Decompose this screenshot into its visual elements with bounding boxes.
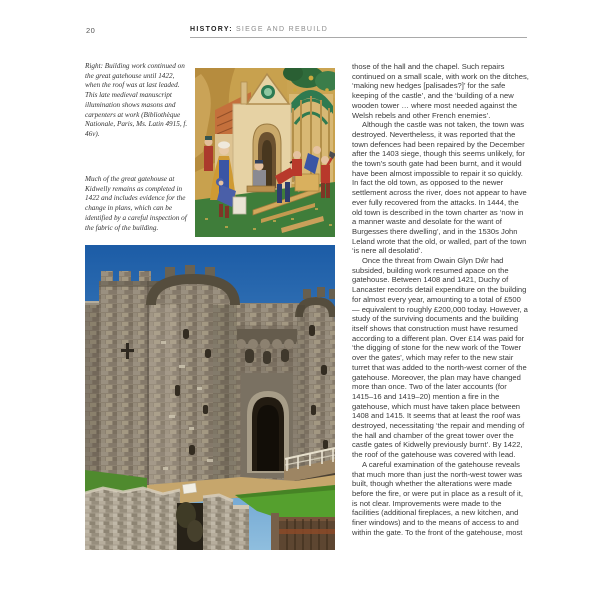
manuscript-illustration: [195, 68, 335, 237]
running-head-section: HISTORY:: [190, 26, 233, 33]
gate-arch: [241, 373, 293, 478]
body-paragraph: Once the threat from Owain Glyn Dŵr had subsided, building work resumed apace on the gatehouse. Between 1408 and 1421, Duchy of Lancaster records detail expenditure on the building for almost every year, amounting to a total of £500 — equivalent to roughly £200,000 today. However, a study of the surviving documents and the building itself shows that construction must have resumed according to a different plan. Over £14 was paid for ‘the digging of stone for the new work of the Tower over the gates’, which may refer to the new stair turret that was added to the north-west corner of the gatehouse. Moreover, the plan may have changed more than once. Two of the later accounts (for 1415–16 and 1419–20) mention a fire in the gatehouse, which must have taken place between 1408 and 1415. It seems that at least the roof was destroyed, necessitating ‘the repair and mending of the hall and chamber of the great tower over the castle gates of Kidwelly previously burnt’. By 1422, the roof of the gatehouse was covered with lead.: [352, 256, 528, 460]
body-paragraph: those of the hall and the chapel. Such repairs continued on a small scale, with work on the ditches, ‘making new hedges [palisades?]’ for the safe keeping of the castle’, and the ‘building of a new wooden tower … where most needed against the Welsh rebels and other French enemies’.: [352, 62, 529, 120]
manuscript-caption: Right: Building work continued on the great gatehouse until 1422, when the roof was at last leaded. This late medieval manuscript illumination shows masons and carpenters at work (Bibliothèque Nationale, Paris, Ms. Latin 4915, f. 46v).: [85, 62, 188, 138]
wooden-gate: [271, 513, 335, 550]
manuscript-illustration-image: [195, 68, 335, 237]
round-tower-left: [149, 265, 237, 498]
page-number: 20: [86, 26, 96, 35]
castle-gatehouse-photo: [85, 245, 335, 550]
visitor-sign: [183, 483, 197, 494]
running-head: [190, 26, 328, 33]
header-rule: [190, 37, 527, 38]
body-paragraph: A careful examination of the gatehouse reveals that much more than just the north-west tower was built, though whether the alterations were made before the fire, or were put in place as a result of it, is not clear. Improvements were made to the facilities (additional fireplaces, a new kitchen, and finer windows) and to the means of access to and within the gate. To the front of the gatehouse, most: [352, 459, 523, 537]
running-head-title: SIEGE AND REBUILD: [235, 26, 329, 33]
body-text-column: [352, 62, 529, 537]
gatehouse-caption: Much of the great gatehouse at Kidwelly remains as completed in 1422 and includes evidence for the change in plans, which can be identified by a careful inspection of the fabric of the building.: [85, 175, 187, 232]
castle-photo: [85, 245, 335, 550]
body-paragraph: Although the castle was not taken, the town was destroyed. Nevertheless, it was reported that the town defences had been repaired by the December after the 1403 siege, though this seems unlikely, for the town’s south gate had been burnt, and it would have been almost impossible to repair it so quickly. In fact the old town, as opposed to the newer settlement across the river, does not appear to have ever fully recovered from the attacks. In 1444, the old town is described in the town charter as ‘now in a manner waste and desolate for the want of Burgesses there dwelling’, and in the 1530s John Leland wrote that the old, or walled, part of the town ‘is nere all desolatid’.: [352, 120, 527, 256]
